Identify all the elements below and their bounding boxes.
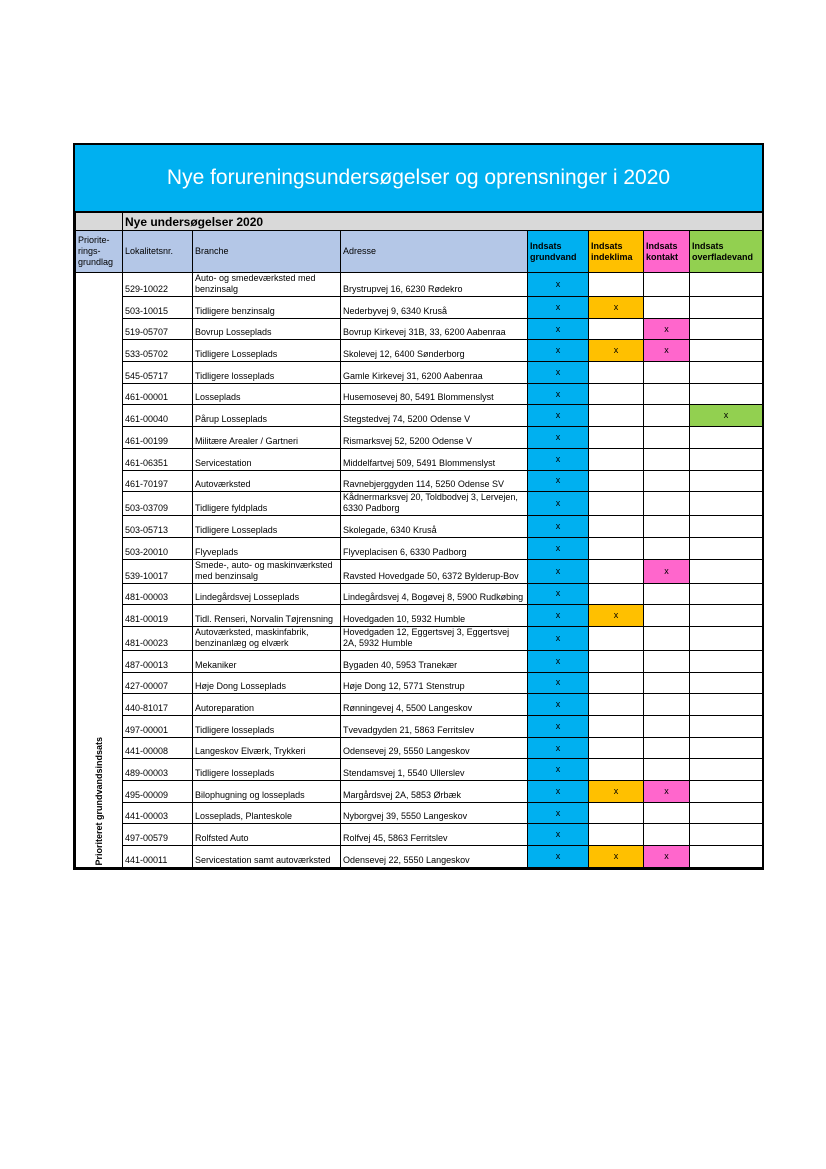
cell-overfladevand (690, 802, 763, 824)
cell-indeklima: x (589, 340, 644, 362)
cell-overfladevand (690, 448, 763, 470)
cell-branche: Tidligere losseplads (193, 362, 341, 384)
cell-branche: Tidligere losseplads (193, 716, 341, 738)
cell-overfladevand (690, 626, 763, 650)
cell-indeklima (589, 559, 644, 583)
cell-grundvand: x (528, 694, 589, 716)
table-row (76, 824, 763, 846)
header-grundvand: Indsats grundvand (528, 231, 589, 273)
cell-lokalitet: 539-10017 (123, 559, 193, 583)
cell-kontakt: x (644, 340, 690, 362)
cell-branche: Høje Dong Losseplads (193, 672, 341, 694)
cell-kontakt (644, 448, 690, 470)
cell-indeklima: x (589, 605, 644, 627)
table-row (76, 559, 763, 583)
cell-lokalitet: 461-70197 (123, 470, 193, 492)
table-body (76, 273, 763, 868)
cell-grundvand: x (528, 559, 589, 583)
cell-kontakt (644, 737, 690, 759)
cell-grundvand: x (528, 405, 589, 427)
table-row (76, 448, 763, 470)
cell-lokalitet: 441-00003 (123, 802, 193, 824)
cell-grundvand: x (528, 362, 589, 384)
cell-overfladevand (690, 470, 763, 492)
cell-branche: Auto- og smedeværksted med benzinsalg (193, 273, 341, 297)
cell-branche: Servicestation samt autoværksted (193, 846, 341, 868)
cell-lokalitet: 497-00579 (123, 824, 193, 846)
cell-grundvand: x (528, 650, 589, 672)
cell-grundvand: x (528, 470, 589, 492)
header-prio: Priorite-rings-grundlag (76, 231, 123, 273)
table-row (76, 427, 763, 449)
cell-kontakt (644, 824, 690, 846)
cell-branche: Tidligere Losseplads (193, 340, 341, 362)
cell-indeklima (589, 273, 644, 297)
table-row (76, 650, 763, 672)
cell-grundvand: x (528, 781, 589, 803)
cell-adresse: Husemosevej 80, 5491 Blommenslyst (341, 383, 528, 405)
cell-branche: Tidl. Renseri, Norvalin Tøjrensning (193, 605, 341, 627)
cell-adresse: Middelfartvej 509, 5491 Blommenslyst (341, 448, 528, 470)
cell-indeklima (589, 427, 644, 449)
cell-branche: Losseplads (193, 383, 341, 405)
cell-kontakt (644, 537, 690, 559)
cell-overfladevand (690, 759, 763, 781)
cell-branche: Autoværksted (193, 470, 341, 492)
cell-lokalitet: 545-05717 (123, 362, 193, 384)
cell-grundvand: x (528, 448, 589, 470)
cell-lokalitet: 489-00003 (123, 759, 193, 781)
cell-lokalitet: 481-00003 (123, 583, 193, 605)
cell-overfladevand (690, 273, 763, 297)
cell-overfladevand (690, 383, 763, 405)
cell-indeklima (589, 824, 644, 846)
cell-overfladevand (690, 362, 763, 384)
cell-adresse: Flyveplacisen 6, 6330 Padborg (341, 537, 528, 559)
table-row (76, 492, 763, 516)
cell-lokalitet: 497-00001 (123, 716, 193, 738)
cell-overfladevand (690, 846, 763, 868)
table-row (76, 383, 763, 405)
cell-indeklima (589, 716, 644, 738)
cell-overfladevand (690, 340, 763, 362)
cell-grundvand: x (528, 318, 589, 340)
cell-grundvand: x (528, 340, 589, 362)
cell-overfladevand (690, 559, 763, 583)
cell-grundvand: x (528, 492, 589, 516)
cell-lokalitet: 427-00007 (123, 672, 193, 694)
cell-lokalitet: 461-00199 (123, 427, 193, 449)
cell-grundvand: x (528, 626, 589, 650)
cell-adresse: Brystrupvej 16, 6230 Rødekro (341, 273, 528, 297)
header-lokalitet: Lokalitetsnr. (123, 231, 193, 273)
cell-branche: Tidligere losseplads (193, 759, 341, 781)
cell-grundvand: x (528, 716, 589, 738)
table-row (76, 537, 763, 559)
cell-kontakt (644, 583, 690, 605)
cell-overfladevand (690, 781, 763, 803)
cell-indeklima (589, 383, 644, 405)
cell-branche: Militære Arealer / Gartneri (193, 427, 341, 449)
cell-branche: Tidligere benzinsalg (193, 297, 341, 319)
cell-lokalitet: 503-05713 (123, 516, 193, 538)
cell-lokalitet: 481-00023 (123, 626, 193, 650)
cell-lokalitet: 503-03709 (123, 492, 193, 516)
cell-adresse: Hovedgaden 12, Eggertsvej 3, Eggertsvej 2A, 5932 Humble (341, 626, 528, 650)
cell-lokalitet: 533-05702 (123, 340, 193, 362)
cell-lokalitet: 440-81017 (123, 694, 193, 716)
cell-adresse: Odensevej 22, 5550 Langeskov (341, 846, 528, 868)
cell-kontakt: x (644, 318, 690, 340)
table-row (76, 362, 763, 384)
cell-adresse: Gamle Kirkevej 31, 6200 Aabenraa (341, 362, 528, 384)
cell-branche: Smede-, auto- og maskinværksted med benzinsalg (193, 559, 341, 583)
table-row (76, 759, 763, 781)
cell-adresse: Nyborgvej 39, 5550 Langeskov (341, 802, 528, 824)
cell-branche: Tidligere Losseplads (193, 516, 341, 538)
table-row (76, 405, 763, 427)
cell-grundvand: x (528, 737, 589, 759)
table-row (76, 516, 763, 538)
cell-kontakt (644, 759, 690, 781)
cell-lokalitet: 441-00011 (123, 846, 193, 868)
cell-indeklima (589, 318, 644, 340)
cell-indeklima (589, 492, 644, 516)
cell-adresse: Hovedgaden 10, 5932 Humble (341, 605, 528, 627)
cell-kontakt (644, 672, 690, 694)
cell-kontakt (644, 605, 690, 627)
table-row (76, 694, 763, 716)
cell-lokalitet: 441-00008 (123, 737, 193, 759)
cell-branche: Langeskov Elværk, Trykkeri (193, 737, 341, 759)
cell-adresse: Odensevej 29, 5550 Langeskov (341, 737, 528, 759)
cell-overfladevand (690, 492, 763, 516)
cell-indeklima: x (589, 781, 644, 803)
header-kontakt: Indsats kontakt (644, 231, 690, 273)
priority-label: Prioriteret grundvandsindsats (93, 737, 104, 866)
cell-kontakt (644, 802, 690, 824)
cell-adresse: Lindegårdsvej 4, Bogøvej 8, 5900 Rudkøbing (341, 583, 528, 605)
cell-overfladevand (690, 737, 763, 759)
cell-kontakt (644, 273, 690, 297)
cell-branche: Pårup Losseplads (193, 405, 341, 427)
cell-indeklima (589, 448, 644, 470)
cell-lokalitet: 461-00040 (123, 405, 193, 427)
cell-indeklima (589, 650, 644, 672)
cell-indeklima (589, 759, 644, 781)
table-row (76, 626, 763, 650)
cell-kontakt (644, 427, 690, 449)
cell-branche: Autoværksted, maskinfabrik, benzinanlæg og elværk (193, 626, 341, 650)
cell-grundvand: x (528, 273, 589, 297)
cell-indeklima (589, 362, 644, 384)
cell-kontakt (644, 492, 690, 516)
table-row (76, 340, 763, 362)
cell-grundvand: x (528, 383, 589, 405)
cell-grundvand: x (528, 297, 589, 319)
table-row (76, 737, 763, 759)
cell-kontakt (644, 405, 690, 427)
cell-lokalitet: 503-20010 (123, 537, 193, 559)
header-indeklima: Indsats indeklima (589, 231, 644, 273)
cell-adresse: Bovrup Kirkevej 31B, 33, 6200 Aabenraa (341, 318, 528, 340)
cell-overfladevand (690, 516, 763, 538)
section-spacer (76, 213, 123, 231)
cell-overfladevand (690, 694, 763, 716)
cell-kontakt: x (644, 559, 690, 583)
cell-grundvand: x (528, 759, 589, 781)
cell-kontakt: x (644, 781, 690, 803)
document-table-frame (73, 143, 764, 870)
table-row (76, 583, 763, 605)
cell-adresse: Stendamsvej 1, 5540 Ullerslev (341, 759, 528, 781)
cell-indeklima: x (589, 297, 644, 319)
cell-adresse: Høje Dong 12, 5771 Stenstrup (341, 672, 528, 694)
cell-branche: Bilophugning og losseplads (193, 781, 341, 803)
cell-adresse: Skolegade, 6340 Kruså (341, 516, 528, 538)
cell-indeklima: x (589, 846, 644, 868)
cell-indeklima (589, 672, 644, 694)
cell-grundvand: x (528, 427, 589, 449)
cell-overfladevand (690, 605, 763, 627)
cell-overfladevand (690, 583, 763, 605)
cell-overfladevand (690, 537, 763, 559)
cell-indeklima (589, 537, 644, 559)
cell-lokalitet: 487-00013 (123, 650, 193, 672)
cell-kontakt (644, 383, 690, 405)
cell-indeklima (589, 583, 644, 605)
header-row (76, 231, 763, 273)
cell-kontakt (644, 362, 690, 384)
cell-overfladevand (690, 297, 763, 319)
cell-branche: Flyveplads (193, 537, 341, 559)
cell-kontakt (644, 716, 690, 738)
cell-indeklima (589, 694, 644, 716)
cell-overfladevand (690, 672, 763, 694)
header-overfladevand: Indsats overfladevand (690, 231, 763, 273)
cell-adresse: Rønningevej 4, 5500 Langeskov (341, 694, 528, 716)
cell-indeklima (589, 737, 644, 759)
cell-kontakt (644, 297, 690, 319)
cell-adresse: Ravnebjerggyden 114, 5250 Odense SV (341, 470, 528, 492)
cell-overfladevand (690, 650, 763, 672)
cell-kontakt (644, 626, 690, 650)
cell-indeklima (589, 470, 644, 492)
cell-lokalitet: 461-00001 (123, 383, 193, 405)
table-row (76, 672, 763, 694)
cell-lokalitet: 495-00009 (123, 781, 193, 803)
table-row (76, 781, 763, 803)
cell-branche: Rolfsted Auto (193, 824, 341, 846)
header-adresse: Adresse (341, 231, 528, 273)
table-row (76, 470, 763, 492)
cell-kontakt (644, 516, 690, 538)
cell-overfladevand (690, 716, 763, 738)
survey-table (75, 212, 763, 868)
cell-overfladevand (690, 824, 763, 846)
cell-branche: Tidligere fyldplads (193, 492, 341, 516)
cell-lokalitet: 461-06351 (123, 448, 193, 470)
cell-branche: Lindegårdsvej Losseplads (193, 583, 341, 605)
cell-lokalitet: 503-10015 (123, 297, 193, 319)
cell-adresse: Ravsted Hovedgade 50, 6372 Bylderup-Bov (341, 559, 528, 583)
cell-adresse: Stegstedvej 74, 5200 Odense V (341, 405, 528, 427)
table-row (76, 318, 763, 340)
cell-adresse: Tvevadgyden 21, 5863 Ferritslev (341, 716, 528, 738)
cell-kontakt (644, 650, 690, 672)
cell-grundvand: x (528, 672, 589, 694)
cell-adresse: Kådnermarksvej 20, Toldbodvej 3, Lervejen, 6330 Padborg (341, 492, 528, 516)
cell-kontakt (644, 694, 690, 716)
cell-kontakt: x (644, 846, 690, 868)
table-row (76, 297, 763, 319)
cell-grundvand: x (528, 516, 589, 538)
priority-cell (76, 273, 123, 868)
cell-branche: Autoreparation (193, 694, 341, 716)
cell-branche: Losseplads, Planteskole (193, 802, 341, 824)
cell-overfladevand: x (690, 405, 763, 427)
cell-grundvand: x (528, 583, 589, 605)
cell-grundvand: x (528, 846, 589, 868)
cell-indeklima (589, 626, 644, 650)
cell-grundvand: x (528, 537, 589, 559)
cell-lokalitet: 481-00019 (123, 605, 193, 627)
cell-adresse: Rismarksvej 52, 5200 Odense V (341, 427, 528, 449)
cell-adresse: Bygaden 40, 5953 Tranekær (341, 650, 528, 672)
cell-indeklima (589, 802, 644, 824)
cell-indeklima (589, 516, 644, 538)
cell-lokalitet: 519-05707 (123, 318, 193, 340)
table-row (76, 605, 763, 627)
cell-branche: Servicestation (193, 448, 341, 470)
section-row (76, 213, 763, 231)
cell-grundvand: x (528, 605, 589, 627)
cell-kontakt (644, 470, 690, 492)
cell-grundvand: x (528, 802, 589, 824)
table-row (76, 273, 763, 297)
cell-adresse: Skolevej 12, 6400 Sønderborg (341, 340, 528, 362)
cell-branche: Mekaniker (193, 650, 341, 672)
cell-overfladevand (690, 427, 763, 449)
section-title: Nye undersøgelser 2020 (123, 213, 763, 231)
table-row (76, 846, 763, 868)
cell-adresse: Rolfvej 45, 5863 Ferritslev (341, 824, 528, 846)
cell-branche: Bovrup Losseplads (193, 318, 341, 340)
cell-indeklima (589, 405, 644, 427)
header-branche: Branche (193, 231, 341, 273)
cell-adresse: Nederbyvej 9, 6340 Kruså (341, 297, 528, 319)
cell-adresse: Margårdsvej 2A, 5853 Ørbæk (341, 781, 528, 803)
cell-grundvand: x (528, 824, 589, 846)
table-row (76, 716, 763, 738)
cell-overfladevand (690, 318, 763, 340)
page-title: Nye forureningsundersøgelser og oprensninger i 2020 (75, 145, 762, 212)
cell-lokalitet: 529-10022 (123, 273, 193, 297)
table-row (76, 802, 763, 824)
